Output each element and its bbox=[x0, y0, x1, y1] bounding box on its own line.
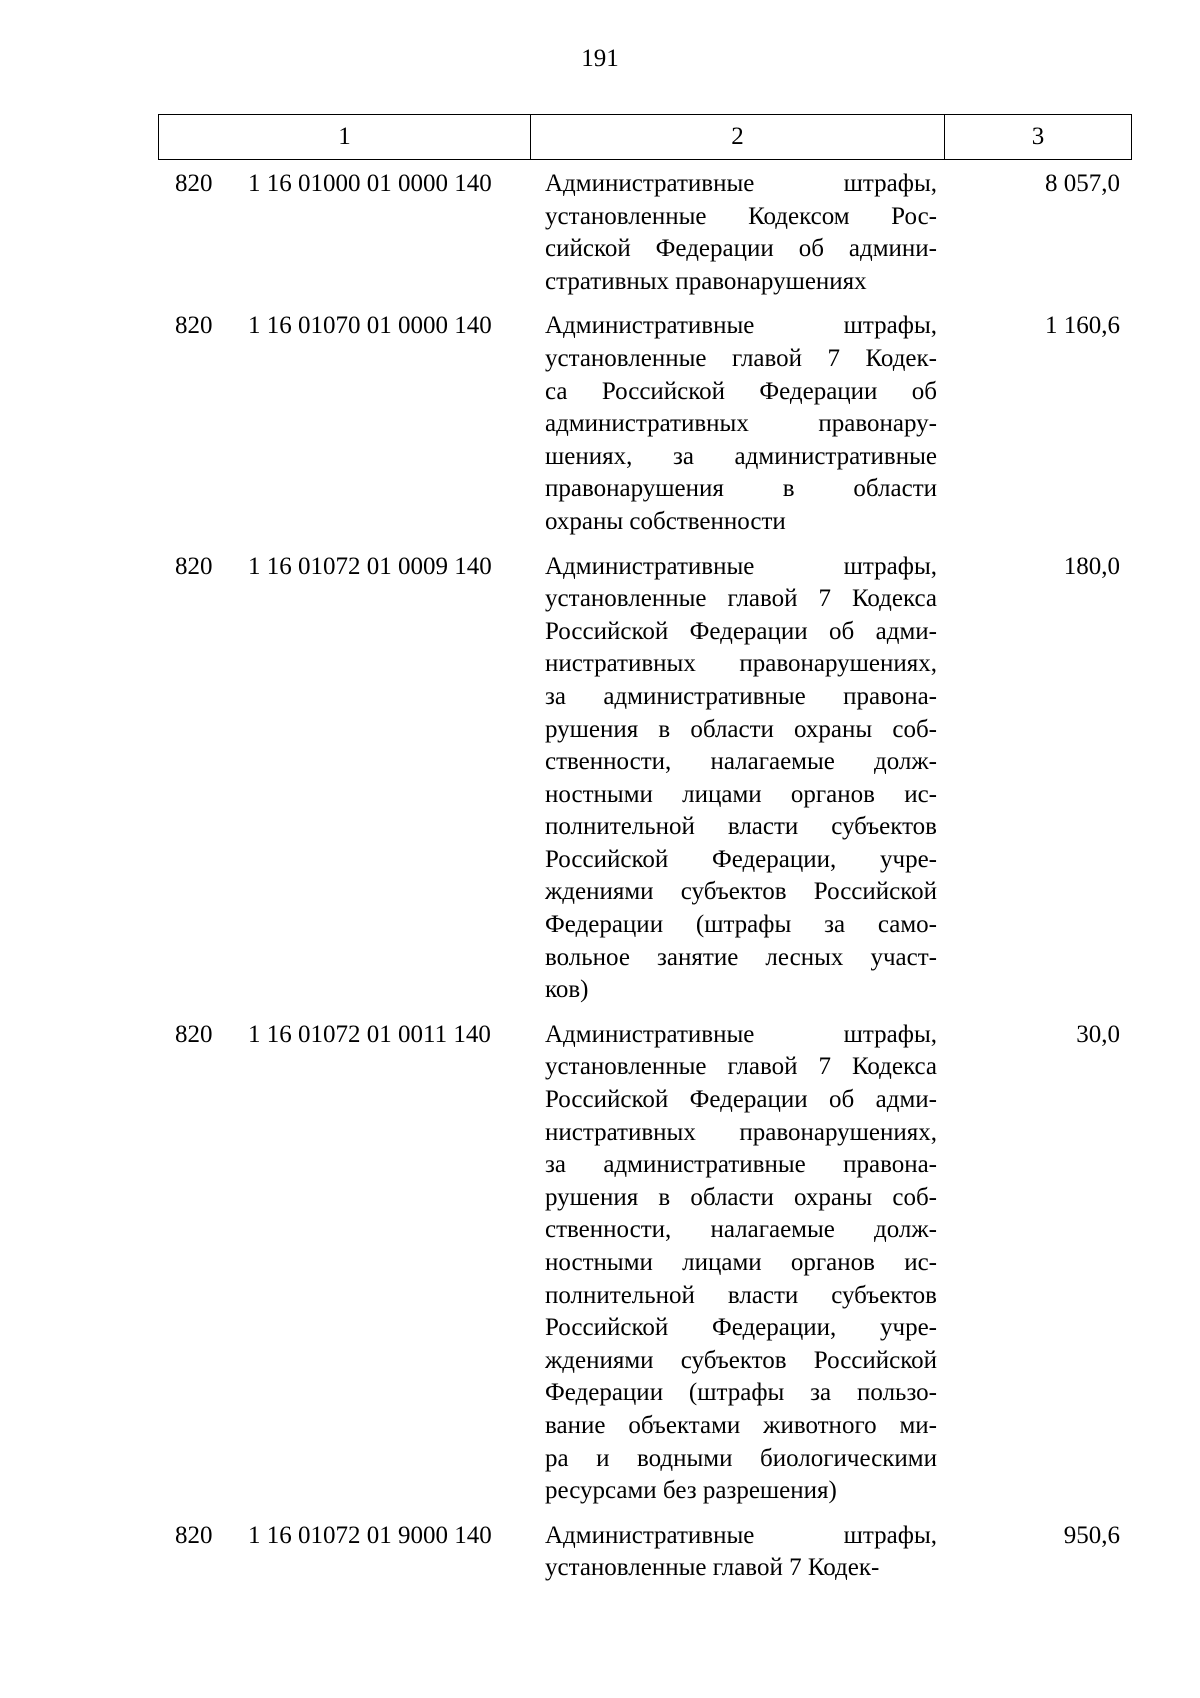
budget-code-cell: 1 16 01072 01 9000 140 bbox=[248, 1521, 492, 1549]
revenue-name-line: установленные Кодексом Рос- bbox=[545, 202, 937, 230]
budget-code-cell: 1 16 01072 01 0009 140 bbox=[248, 552, 492, 580]
revenue-name-line: ждениями субъектов Российской bbox=[545, 878, 937, 906]
amount-cell: 8 057,0 bbox=[1045, 170, 1120, 197]
revenue-name-line: ностными лицами органов ис- bbox=[545, 1249, 937, 1276]
revenue-name-line: вание объектами животного ми- bbox=[545, 1411, 937, 1439]
revenue-name-line: полнительной власти субъектов bbox=[545, 1281, 937, 1309]
admin-code-cell: 820 bbox=[175, 1521, 213, 1549]
admin-code-cell: 820 bbox=[175, 170, 213, 197]
admin-code-cell: 820 bbox=[175, 312, 213, 340]
revenue-name-line: ресурсами без разрешения) bbox=[545, 1477, 837, 1505]
revenue-name-line: рушения в области охраны соб- bbox=[545, 715, 937, 743]
revenue-name-line: ждениями субъектов Российской bbox=[545, 1346, 937, 1374]
revenue-name-line: Административные штрафы, bbox=[545, 552, 937, 580]
revenue-name-line: административных правонару- bbox=[545, 410, 937, 438]
revenue-name-line: Российской Федерации об адми- bbox=[545, 617, 937, 645]
revenue-name-cell bbox=[545, 551, 937, 1007]
revenue-name-line: правонарушения в области bbox=[545, 475, 937, 503]
table-row bbox=[0, 551, 1200, 1007]
revenue-name-line: установленные главой 7 Кодек- bbox=[545, 344, 937, 372]
revenue-name-line: охраны собственности bbox=[545, 507, 786, 535]
table-row bbox=[0, 1019, 1200, 1508]
revenue-name-line: ностными лицами органов ис- bbox=[545, 780, 937, 808]
revenue-name-line: рушения в области охраны соб- bbox=[545, 1183, 937, 1211]
header-col-3: 3 bbox=[1031, 123, 1045, 150]
revenue-name-line: сийской Федерации об админи- bbox=[545, 235, 937, 263]
revenue-name-line: Федерации (штрафы за пользо- bbox=[545, 1379, 937, 1407]
budget-code-cell: 1 16 01070 01 0000 140 bbox=[248, 312, 492, 340]
table-row bbox=[0, 1520, 1200, 1585]
table-row bbox=[0, 310, 1200, 538]
revenue-name-cell bbox=[545, 1520, 937, 1585]
admin-code-cell: 820 bbox=[175, 1020, 213, 1048]
amount-cell: 30,0 bbox=[1076, 1020, 1120, 1048]
table-body bbox=[0, 168, 1200, 1597]
revenue-name-line: Административные штрафы, bbox=[545, 1521, 937, 1549]
revenue-name-line: нистративных правонарушениях, bbox=[545, 650, 937, 678]
revenue-name-line: Российской Федерации, учре- bbox=[545, 845, 937, 873]
revenue-name-line: полнительной власти субъектов bbox=[545, 813, 937, 841]
revenue-name-cell bbox=[545, 1019, 937, 1508]
admin-code-cell: 820 bbox=[175, 552, 213, 580]
page-number: 191 bbox=[581, 45, 619, 72]
budget-code-cell: 1 16 01000 01 0000 140 bbox=[248, 170, 492, 197]
amount-cell: 1 160,6 bbox=[1045, 312, 1120, 340]
revenue-name-cell bbox=[545, 310, 937, 538]
table-row bbox=[0, 168, 1200, 298]
revenue-name-line: ственности, налагаемые долж- bbox=[545, 748, 937, 776]
revenue-name-line: за административные правона- bbox=[545, 1151, 937, 1179]
revenue-name-line: стративных правонарушениях bbox=[545, 267, 867, 295]
revenue-name-line: шениях, за административные bbox=[545, 442, 937, 470]
revenue-name-line: нистративных правонарушениях, bbox=[545, 1118, 937, 1146]
revenue-name-line: ков) bbox=[545, 976, 589, 1004]
revenue-name-line: Административные штрафы, bbox=[545, 170, 937, 197]
budget-code-cell: 1 16 01072 01 0011 140 bbox=[248, 1020, 491, 1048]
revenue-name-line: установленные главой 7 Кодекса bbox=[545, 585, 937, 613]
revenue-name-line: са Российской Федерации об bbox=[545, 377, 937, 405]
revenue-name-line: установленные главой 7 Кодек- bbox=[545, 1554, 880, 1582]
header-col-1: 1 bbox=[159, 115, 531, 159]
revenue-name-line: ра и водными биологическими bbox=[545, 1444, 937, 1472]
revenue-name-line: ственности, налагаемые долж- bbox=[545, 1216, 937, 1244]
revenue-name-cell bbox=[545, 168, 937, 298]
revenue-name-line: установленные главой 7 Кодекса bbox=[545, 1053, 937, 1081]
revenue-name-line: за административные правона- bbox=[545, 682, 937, 710]
revenue-name-line: Административные штрафы, bbox=[545, 1020, 937, 1048]
amount-cell: 180,0 bbox=[1063, 552, 1120, 580]
table-header bbox=[158, 114, 1132, 160]
revenue-name-line: Российской Федерации, учре- bbox=[545, 1314, 937, 1342]
revenue-name-line: вольное занятие лесных участ- bbox=[545, 943, 937, 971]
amount-cell: 950,6 bbox=[1063, 1521, 1120, 1549]
revenue-name-line: Федерации (штрафы за само- bbox=[545, 911, 937, 939]
header-col-2: 2 bbox=[531, 115, 945, 159]
revenue-name-line: Российской Федерации об адми- bbox=[545, 1086, 937, 1114]
revenue-name-line: Административные штрафы, bbox=[545, 312, 937, 340]
